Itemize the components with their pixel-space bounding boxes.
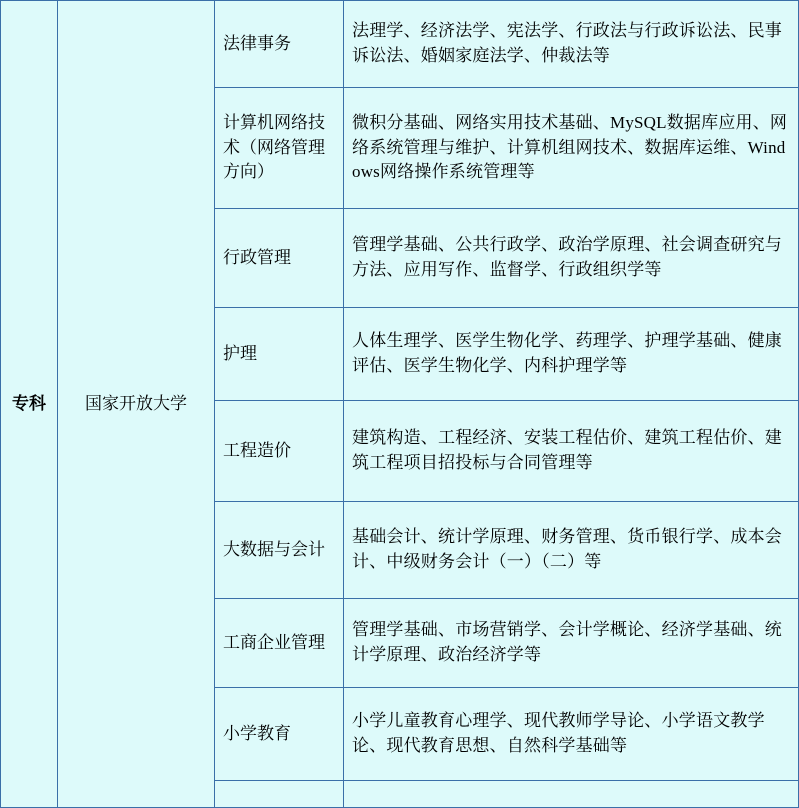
major-name-cell: 计算机网络技术（网络管理方向） — [215, 88, 344, 209]
course-list-cell: 基础会计、统计学原理、财务管理、货币银行学、成本会计、中级财务会计（一）（二）等 — [344, 502, 799, 599]
level-cell: 专科 — [1, 1, 58, 808]
course-list-cell: 管理学基础、公共行政学、政治学原理、社会调查研究与方法、应用写作、监督学、行政组织学等 — [344, 209, 799, 308]
course-list-cell — [344, 781, 799, 808]
major-name-cell: 大数据与会计 — [215, 502, 344, 599]
course-list-cell: 法理学、经济法学、宪法学、行政法与行政诉讼法、民事诉讼法、婚姻家庭法学、仲裁法等 — [344, 1, 799, 88]
major-name-cell — [215, 781, 344, 808]
table-body — [1, 1, 799, 808]
major-name-cell: 工商企业管理 — [215, 599, 344, 688]
course-list-cell: 微积分基础、网络实用技术基础、MySQL数据库应用、网络系统管理与维护、计算机组网技术、数据库运维、Windows网络操作系统管理等 — [344, 88, 799, 209]
table-row — [1, 1, 799, 88]
major-name-cell: 小学教育 — [215, 688, 344, 781]
course-list-cell: 管理学基础、市场营销学、会计学概论、经济学基础、统计学原理、政治经济学等 — [344, 599, 799, 688]
major-name-cell: 护理 — [215, 308, 344, 401]
major-name-cell: 法律事务 — [215, 1, 344, 88]
major-name-cell: 行政管理 — [215, 209, 344, 308]
school-cell: 国家开放大学 — [58, 1, 215, 808]
course-list-cell: 建筑构造、工程经济、安装工程估价、建筑工程估价、建筑工程项目招投标与合同管理等 — [344, 401, 799, 502]
course-list-cell: 人体生理学、医学生物化学、药理学、护理学基础、健康评估、医学生物化学、内科护理学等 — [344, 308, 799, 401]
major-name-cell: 工程造价 — [215, 401, 344, 502]
course-list-cell: 小学儿童教育心理学、现代教师学导论、小学语文教学论、现代教育思想、自然科学基础等 — [344, 688, 799, 781]
